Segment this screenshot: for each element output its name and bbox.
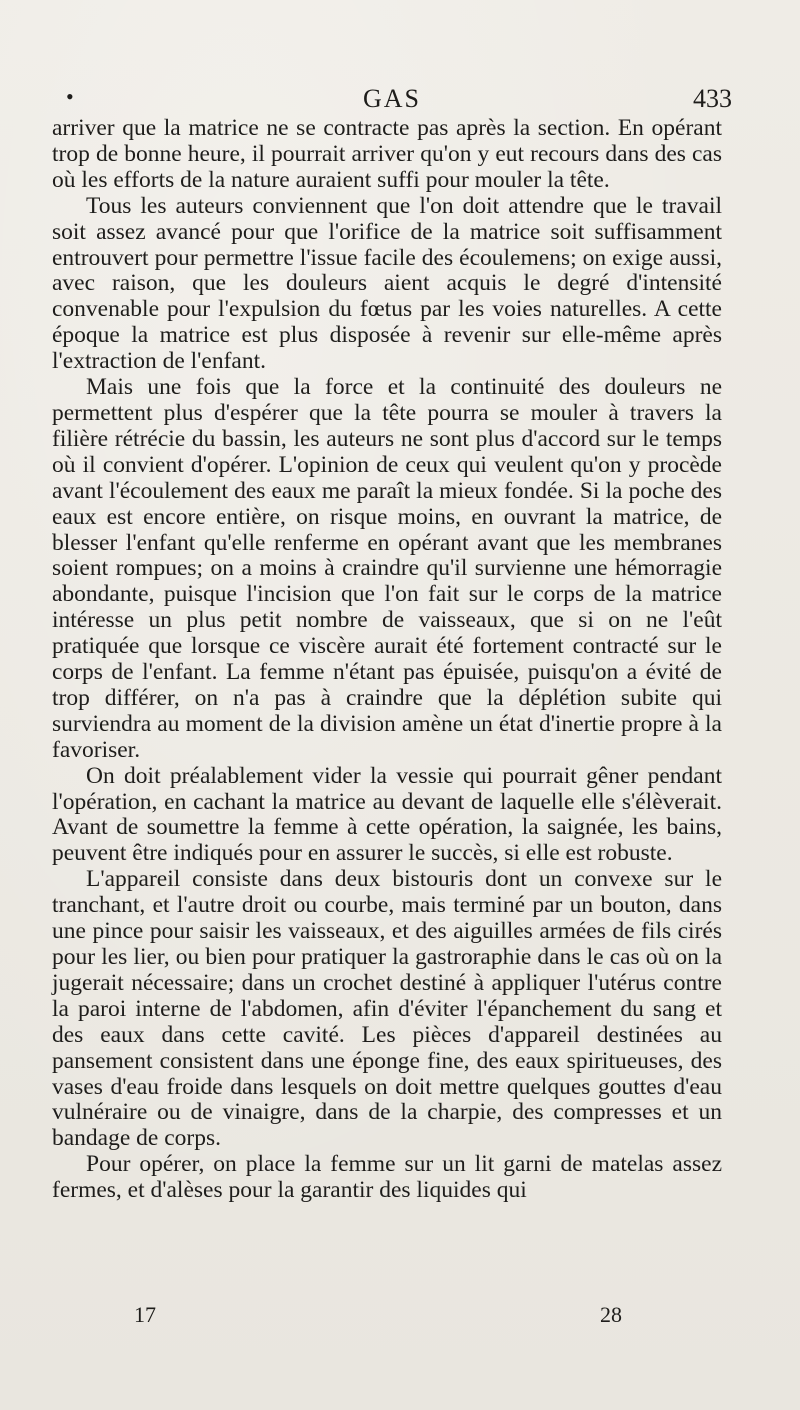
paragraph-3: Mais une fois que la force et la continuité des douleurs ne permettent plus d'espérer que la tête pourra se mouler à travers la filière rétrécie du bassin, les auteurs ne sont plus d'accord sur le temps où il convient d'opérer. L'opinion de ceux qui veulent qu'on y procède avant l'écoulement des eaux me paraît la mieux fondée. Si la poche des eaux est encore entière, on risque moins, en ouvrant la matrice, de blesser l'enfant qu'elle renferme en opérant avant que les membranes soient rompues; on a moins à craindre qu'il survienne une hémorragie abondante, puisque l'incision que l'on fait sur le corps de la matrice intéresse un plus petit nombre de vaisseaux, que si on ne l'eût pratiquée que lorsque ce viscère aurait été fortement contracté sur le corps de l'enfant. La femme n'étant pas épuisée, puisqu'on a évité de trop différer, on n'a pas à craindre que la déplétion subite qui surviendra au moment de la division amène un état d'inertie propre à la favoriser. xyxy=(52,374,722,763)
body-text xyxy=(52,116,722,1204)
page-footer xyxy=(52,1302,732,1332)
header-ornament: • xyxy=(66,84,74,109)
running-title: GAS xyxy=(362,84,421,113)
paragraph-4: On doit préalablement vider la vessie qui pourrait gêner pendant l'opération, en cachant la matrice au devant de laquelle elle s'élèverait. Avant de soumettre la femme à cette opération, la saignée, les bains, peuvent être indiqués pour en assurer le succès, si elle est robuste. xyxy=(52,762,722,867)
signature-mark-left: 17 xyxy=(134,1302,156,1327)
page-number: 433 xyxy=(693,84,732,113)
page-header xyxy=(52,84,732,114)
signature-mark-right: 28 xyxy=(600,1302,622,1327)
paragraph-6: Pour opérer, on place la femme sur un lit garni de matelas assez fermes, et d'alèses pour la garantir des liquides qui xyxy=(52,1151,722,1204)
paragraph-1: arriver que la matrice ne se contracte pas après la section. En opérant trop de bonne heure, il pourrait arriver qu'on y eut recours dans des cas où les efforts de la nature auraient suffi pour mouler la tête. xyxy=(52,115,722,193)
paragraph-5: L'appareil consiste dans deux bistouris dont un convexe sur le tranchant, et l'autre droit ou courbe, mais terminé par un bouton, dans une pince pour saisir les vaisseaux, et des aiguilles armées de fils cirés pour les lier, ou bien pour pratiquer la gastroraphie dans le cas où on la jugerait nécessaire; dans un crochet destiné à appliquer l'utérus contre la paroi interne de l'abdomen, afin d'éviter l'épanchement du sang et des eaux dans cette cavité. Les pièces d'appareil destinées au pansement consistent dans une éponge fine, des eaux spiritueuses, des vases d'eau froide dans lesquels on doit mettre quelques gouttes d'eau vulnéraire ou de vinaigre, dans de la charpie, des compresses et un bandage de corps. xyxy=(52,866,722,1152)
paragraph-2: Tous les auteurs conviennent que l'on doit attendre que le travail soit assez avancé pour que l'orifice de la matrice soit suffisamment entrouvert pour permettre l'issue facile des écoulemens; on exige aussi, avec raison, que les douleurs aient acquis le degré d'intensité convenable pour l'expulsion du fœtus par les voies naturelles. A cette époque la matrice est plus disposée à revenir sur elle-même après l'extraction de l'enfant. xyxy=(52,192,722,375)
